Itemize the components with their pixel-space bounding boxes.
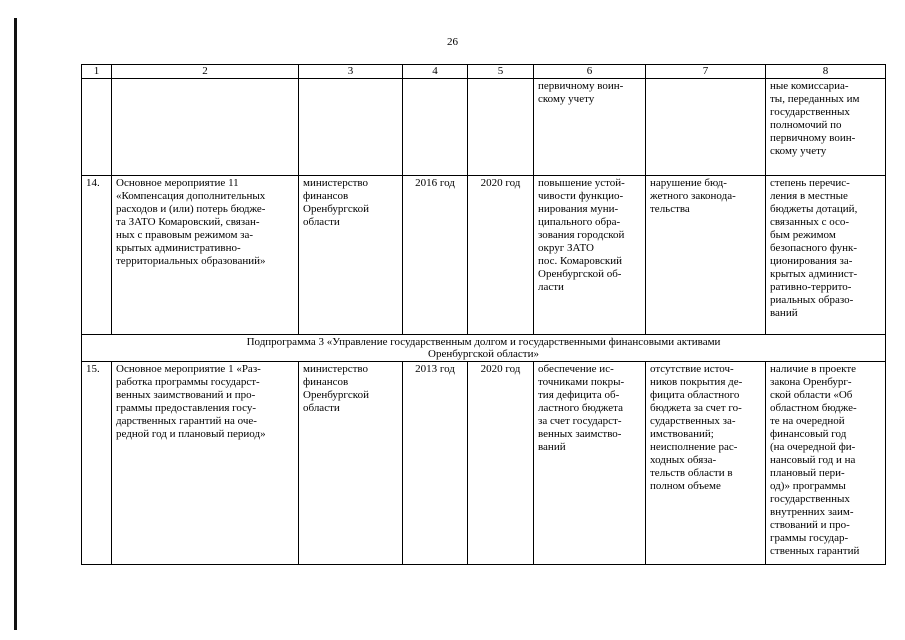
cell-end [468, 79, 534, 176]
cell-num: 14. [82, 176, 112, 335]
header-cell-4: 4 [403, 65, 468, 79]
cell-consequence: отсутствие источ- ников покрытия де- фицита областного бюджета за счет го- сударственных за- имствований; неисполнение рас- ходных обяза- тельств области в полном объеме [646, 362, 766, 565]
header-cell-5: 5 [468, 65, 534, 79]
header-cell-6: 6 [534, 65, 646, 79]
cell-result: первичному воин- скому учету [534, 79, 646, 176]
table-row-14 [82, 176, 886, 335]
cell-executor: министерство финансов Оренбургской области [299, 176, 403, 335]
cell-name [112, 79, 299, 176]
cell-result: обеспечение ис- точниками покры- тия дефицита об- ластного бюджета за счет государст- венных заимство- ваний [534, 362, 646, 565]
table-row-15 [82, 362, 886, 565]
cell-start: 2013 год [403, 362, 468, 565]
subprogram-title: Подпрограмма 3 «Управление государственным долгом и государственными финансовыми активами Оренбургской области» [82, 335, 886, 362]
cell-result: повышение устой- чивости функцио- нирования муни- ципального обра- зования городской округ ЗАТО пос. Комаровский Оренбургской об- ласти [534, 176, 646, 335]
cell-num: 15. [82, 362, 112, 565]
column-number-header [82, 65, 886, 79]
header-cell-1: 1 [82, 65, 112, 79]
cell-start [403, 79, 468, 176]
table-row-continued [82, 79, 886, 176]
cell-consequence: нарушение бюд- жетного законода- тельства [646, 176, 766, 335]
cell-end: 2020 год [468, 362, 534, 565]
header-cell-8: 8 [766, 65, 886, 79]
program-table [81, 64, 886, 565]
cell-executor: министерство финансов Оренбургской области [299, 362, 403, 565]
subprogram-row [82, 335, 886, 362]
header-cell-3: 3 [299, 65, 403, 79]
header-cell-7: 7 [646, 65, 766, 79]
page-number: 26 [447, 36, 458, 48]
cell-consequence [646, 79, 766, 176]
header-cell-2: 2 [112, 65, 299, 79]
cell-name: Основное мероприятие 11 «Компенсация дополнительных расходов и (или) потерь бюдже- та ЗАТО Комаровский, связан- ных с правовым режимом за- крытых административно- территориальных образований» [112, 176, 299, 335]
cell-num [82, 79, 112, 176]
cell-indicator: степень перечис- ления в местные бюджеты дотаций, связанных с осо- бым режимом безопасного функ- ционирования за- крытых админист- ративно-террито- риальных образо- ваний [766, 176, 886, 335]
cell-executor [299, 79, 403, 176]
cell-start: 2016 год [403, 176, 468, 335]
cell-indicator: ные комиссариа- ты, переданных им государственных полномочий по первичному воин- скому учету [766, 79, 886, 176]
scan-edge-line [14, 18, 17, 630]
cell-indicator: наличие в проекте закона Оренбург- ской области «Об областном бюдже- те на очередной финансовый год (на очередной фи- нансовый год и на плановый пери- од)» программы государственных внутренних заим- ствований и про- граммы государ- ственных гарантий [766, 362, 886, 565]
cell-name: Основное мероприятие 1 «Раз- работка программы государст- венных заимствований и про- граммы предоставления госу- дарственных гарантий на оче- редной год и плановый период» [112, 362, 299, 565]
cell-end: 2020 год [468, 176, 534, 335]
